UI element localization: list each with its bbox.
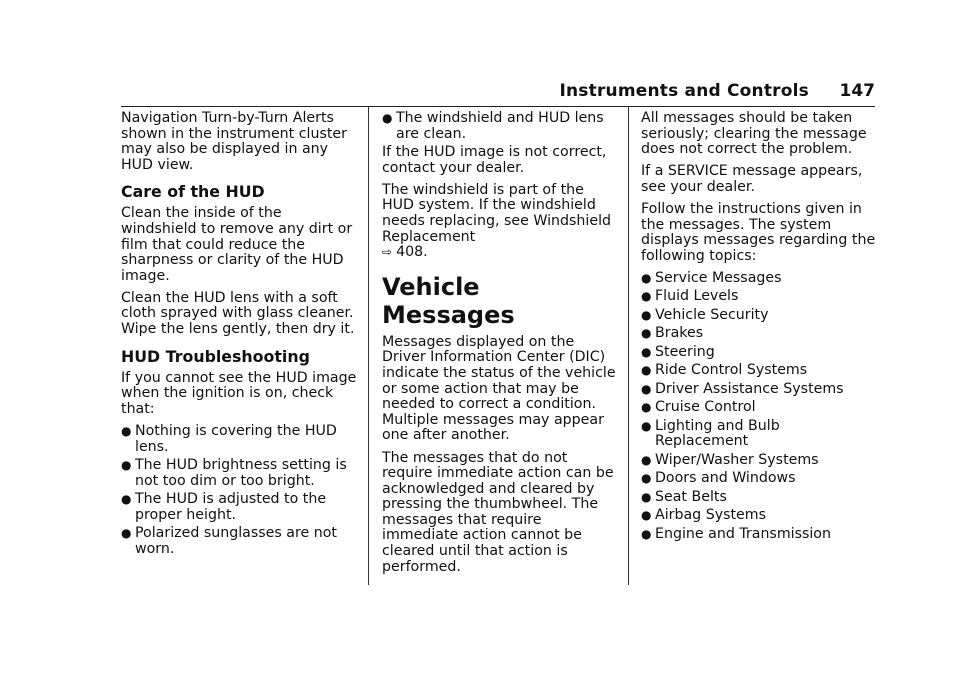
list-item: ● Driver Assistance Systems	[641, 380, 844, 397]
bullet-icon: ●	[121, 423, 132, 438]
bullet-icon: ●	[641, 381, 652, 396]
list-item: ● Engine and Transmission	[641, 525, 831, 542]
bullet-icon: ●	[641, 289, 652, 304]
dealer-paragraph: If the HUD image is not correct, contact your dealer.	[382, 144, 607, 176]
care-paragraph: Clean the inside of the windshield to remove any dirt or film that could reduce the sharpness or clarity of the HUD image.	[121, 205, 353, 284]
bullet-icon: ●	[641, 326, 652, 341]
list-item: ● Doors and Windows	[641, 470, 796, 487]
bullet-icon: ●	[382, 111, 393, 125]
page-header	[121, 80, 875, 107]
list-item: ● Brakes	[641, 325, 704, 342]
intro-paragraph: Navigation Turn-by-Turn Alerts shown in the instrument cluster may also be displayed in any HUD view.	[121, 110, 347, 173]
list-item: ● The windshield and HUD lens are clean.	[382, 110, 604, 142]
troubleshooting-heading: HUD Troubleshooting	[121, 346, 310, 366]
topics-list	[641, 271, 877, 542]
bullet-icon: ●	[641, 363, 652, 378]
list-item: ● Ride Control Systems	[641, 362, 808, 379]
list-item: ● Seat Belts	[641, 488, 727, 505]
column-middle	[382, 111, 618, 582]
vehicle-messages-heading: Vehicle Messages	[382, 272, 515, 329]
column-divider	[368, 107, 369, 585]
page-number: 147	[839, 81, 875, 101]
column-right	[641, 111, 877, 545]
column-divider	[628, 107, 629, 585]
page-reference-icon: ⇨	[382, 245, 393, 260]
service-paragraph: If a SERVICE message appears, see your dealer.	[641, 163, 863, 195]
messages-paragraph: Messages displayed on the Driver Information Center (DIC) indicate the status of the vehicle or some action that may be needed to correct a condition. Multiple messages may appear one after another.	[382, 333, 616, 444]
list-item: ● Service Messages	[641, 269, 782, 286]
page-reference-link[interactable]: 408.	[396, 244, 428, 261]
column-left	[121, 111, 357, 561]
list-item: ● Polarized sunglasses are not worn.	[121, 525, 337, 558]
bullet-icon: ●	[641, 307, 652, 322]
care-paragraph: Clean the HUD lens with a soft cloth sprayed with glass cleaner. Wipe the lens gently, then dry it.	[121, 289, 355, 338]
bullet-icon: ●	[641, 526, 652, 541]
troubleshooting-paragraph: If you cannot see the HUD image when the ignition is on, check that:	[121, 369, 357, 417]
bullet-icon: ●	[121, 492, 132, 507]
troubleshooting-list-continued	[382, 111, 618, 142]
bullet-icon: ●	[641, 344, 652, 359]
troubleshooting-list	[121, 424, 357, 558]
bullet-icon: ●	[641, 471, 652, 486]
bullet-icon: ●	[641, 418, 652, 433]
windshield-paragraph: The windshield is part of the HUD system. If the windshield needs replacing, see Windshield Replacement ⇨ 408.	[382, 181, 612, 261]
messages-paragraph: The messages that do not require immediate action can be acknowledged and cleared by pressing the thumbwheel. The messages that require immediate action cannot be cleared until that action is performed.	[382, 449, 614, 575]
list-item: ● Airbag Systems	[641, 507, 766, 524]
list-item: ● Nothing is covering the HUD lens.	[121, 422, 337, 455]
bullet-icon: ●	[121, 526, 132, 541]
bullet-icon: ●	[641, 452, 652, 467]
care-heading: Care of the HUD	[121, 182, 265, 202]
list-item: ● Cruise Control	[641, 399, 756, 416]
list-item: ● The HUD brightness setting is not too dim or too bright.	[121, 457, 347, 489]
list-item: ● The HUD is adjusted to the proper height.	[121, 491, 327, 523]
bullet-icon: ●	[121, 458, 132, 473]
bullet-icon: ●	[641, 400, 652, 415]
list-item: ● Lighting and Bulb Replacement	[641, 417, 780, 450]
bullet-icon: ●	[641, 489, 652, 504]
instructions-paragraph: Follow the instructions given in the messages. The system displays messages regarding the following topics:	[641, 200, 876, 264]
list-item: ● Wiper/Washer Systems	[641, 451, 819, 468]
section-title: Instruments and Controls	[559, 81, 809, 101]
messages-paragraph: All messages should be taken seriously; clearing the message does not correct the problem.	[641, 110, 867, 158]
bullet-icon: ●	[641, 270, 652, 285]
list-item: ● Steering	[641, 343, 715, 360]
bullet-icon: ●	[641, 508, 652, 523]
list-item: ● Vehicle Security	[641, 306, 769, 323]
list-item: ● Fluid Levels	[641, 288, 739, 305]
